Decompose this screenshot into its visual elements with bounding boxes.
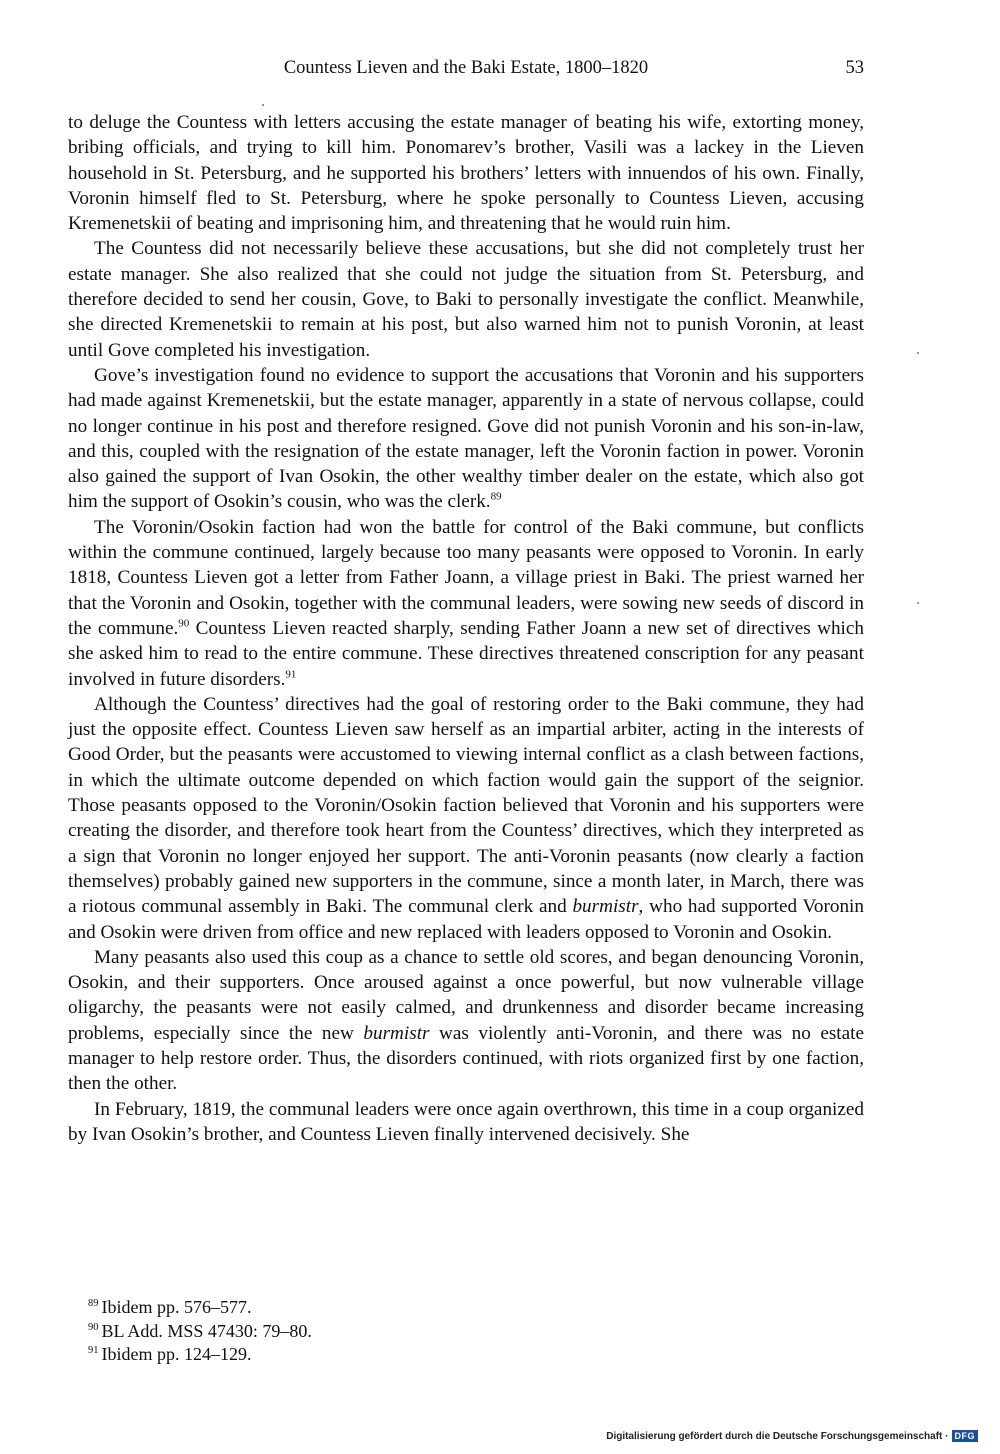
digitization-note xyxy=(606,1430,978,1442)
paragraph xyxy=(68,110,864,236)
digitization-note-text: Digitalisierung gefördert durch die Deutsche Forschungsgemeinschaft · xyxy=(606,1430,949,1442)
body-text xyxy=(68,110,864,1147)
footnotes xyxy=(88,1296,788,1367)
paragraph xyxy=(68,236,864,362)
paragraph-text: , who had supported Voronin and Osokin were driven from office and new replaced with leaders opposed to Voronin and Osokin. xyxy=(68,896,864,943)
paragraph-text: was violently anti-Voronin, and there was no estate manager to help restore order. Thus, the disorders continued, with riots organized first by one faction, then the other. xyxy=(68,1022,864,1095)
scan-speck xyxy=(917,602,919,604)
paragraph-text: Although the Countess’ directives had the goal of restoring order to the Baki commune, they had just the opposite effect. Countess Lieven saw herself as an impartial arbiter, acting in the interests of Good Order, but the peasants were accustomed to viewing internal conflict as a clash between factions, in which the ultimate outcome depended on which faction would gain the support of the seignior. Those peasants opposed to the Voronin/Osokin faction believed that Voronin and his supporters were creating the disorder, and therefore took heart from the Countess’ directives, which they interpreted as a sign that Voronin no longer enjoyed her support. The anti-Voronin peasants (now clearly a faction themselves) probably gained new supporters in the commune, since a month later, in March, there was a riotous communal assembly in Baki. The communal clerk and xyxy=(68,693,864,918)
footnote-text: BL Add. MSS 47430: 79–80. xyxy=(101,1320,312,1341)
footnote-reference: 90 xyxy=(178,617,190,630)
paragraph-text: The Countess did not necessarily believe these accusations, but she did not completely trust her estate manager. She also realized that she could not judge the situation from St. Petersburg, and therefore decided to send her cousin, Gove, to Baki to personally investigate the conflict. Meanwhile, she directed Kremenetskii to remain at his post, but also warned him not to punish Voronin, at least until Gove completed his investigation. xyxy=(68,238,864,361)
paragraph xyxy=(68,1097,864,1148)
paragraph xyxy=(68,363,864,515)
italic-term: burmistr xyxy=(363,1022,430,1044)
paragraph xyxy=(68,945,864,1097)
page-header xyxy=(68,58,864,88)
paragraph-text: The Voronin/Osokin faction had won the battle for control of the Baki commune, but conflicts within the commune continued, largely because too many peasants were opposed to Voronin. In early 1818, Countess Lieven got a letter from Father Joann, a village priest in Baki. The priest warned her that the Voronin and Osokin, together with the communal leaders, were sowing new seeds of discord in the commune. xyxy=(68,516,864,639)
footnote xyxy=(88,1343,788,1367)
running-title: Countess Lieven and the Baki Estate, 1800–1820 xyxy=(283,58,649,78)
paragraph xyxy=(68,515,864,692)
footnote xyxy=(88,1320,788,1344)
footnote-marker: 89 xyxy=(88,1298,99,1309)
footnote-reference: 89 xyxy=(490,491,502,504)
paragraph-text: Gove’s investigation found no evidence to support the accusations that Voronin and his supporters had made against Kremenetskii, but the estate manager, apparently in a state of nervous collapse, could no longer continue in his post and therefore resigned. Gove did not punish Voronin and his son-in-law, and this, coupled with the resignation of the estate manager, left the Voronin faction in power. Voronin also gained the support of Ivan Osokin, the other wealthy timber dealer on the estate, which also got him the support of Osokin’s cousin, who was the clerk. xyxy=(68,364,864,513)
footnote-marker: 91 xyxy=(88,1345,99,1356)
paragraph-text: Many peasants also used this coup as a chance to settle old scores, and began denouncing Voronin, Osokin, and their supporters. Once aroused against a once powerful, but now vulnerable village oligarchy, the peasants were not easily calmed, and drunkenness and disorder became increasing problems, especially since the new xyxy=(68,946,864,1044)
paragraph-text: In February, 1819, the communal leaders were once again overthrown, this time in a coup organized by Ivan Osokin’s brother, and Countess Lieven finally intervened decisively. She xyxy=(68,1098,864,1145)
scan-speck xyxy=(262,104,264,106)
paragraph-text: Countess Lieven reacted sharply, sending Father Joann a new set of directives which she asked him to read to the entire commune. These directives threatened conscription for any peasant involved in future disorders. xyxy=(68,617,864,690)
italic-term: burmistr xyxy=(572,896,639,918)
footnote-reference: 91 xyxy=(285,668,297,681)
dfg-logo: DFG xyxy=(952,1430,979,1442)
paragraph-text: to deluge the Countess with letters accusing the estate manager of beating his wife, extorting money, bribing officials, and trying to kill him. Ponomarev’s brother, Vasili was a lackey in the Lieven household in St. Petersburg, and he supported his brothers’ letters with innuendos of his own. Finally, Voronin himself fled to St. Petersburg, where he spoke personally to Countess Lieven, accusing Kremenetskii of beating and imprisoning him, and threatening that he would ruin him. xyxy=(68,112,864,235)
footnote-marker: 90 xyxy=(88,1321,99,1333)
footnote-text: Ibidem pp. 124–129. xyxy=(101,1344,252,1364)
footnote xyxy=(88,1296,788,1320)
footnote-text: Ibidem pp. 576–577. xyxy=(101,1297,252,1317)
page-number: 53 xyxy=(845,58,864,78)
paragraph xyxy=(68,692,864,945)
scan-speck xyxy=(917,352,919,354)
